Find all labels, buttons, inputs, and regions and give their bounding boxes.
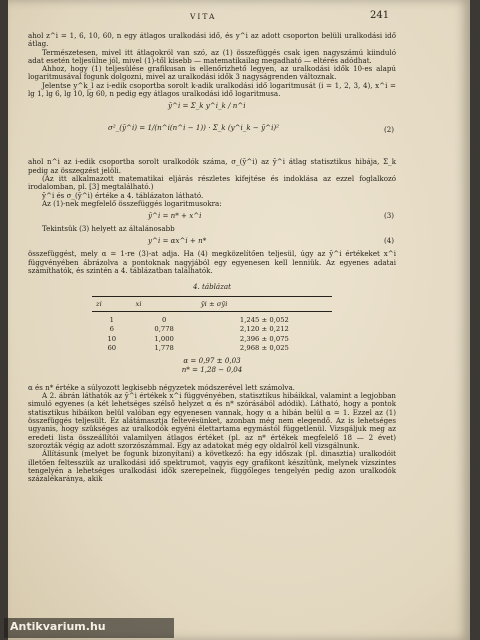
table-row: [92, 334, 332, 343]
equation-4: [28, 235, 396, 248]
equation-4-formula: y^i = αx^i + n*: [148, 236, 207, 246]
equation-4-number: (4): [383, 236, 394, 246]
column-header: zi: [92, 296, 132, 311]
page-header: [8, 10, 470, 26]
paragraph: (Az itt alkalmazott matematikai eljárás részletes kifejtése és indoklása az ezzel foglalkozó irodalomban, pl. [3] megtalálható.): [28, 173, 396, 192]
table-cell: 2,120 ± 0,212: [239, 325, 289, 334]
table-cell: 1,245 ± 0,052: [239, 315, 289, 324]
table-cell: 6: [109, 325, 114, 334]
table-cell: 60: [107, 344, 117, 353]
body-text: [28, 32, 396, 483]
paragraph: A 2. ábrán láthatók az ȳ^i értékek x^i függvényében, statisztikus hibáikkal, valamint a legjobban simuló egyenes (a két lehetséges szélső helyzet α és n* szórásából adódik). Látható, hogy a pontok statisztikus hibáikon belül valóban egy egyenesen vannak, hogy α a hibán belül α = 1. Ezzel az (1) összefüggés teljesült. Ez alátámasztja feltevésünket, azonban még nem elegendő. Az is lehetséges ugyanis, hogy szükséges az uralkodók egyéni élettartama egymástól függetlenül. Vizsgáljuk meg az eredeti lista összeállítói valamilyen átlagos értéket (pl. az n* értékek megfelelő 18 — 2 évet) szorozták végig az adott szorzószámmal. Egy az adatokat még egy oldalról kell vizsgálnunk.: [28, 391, 396, 450]
equation-3: [28, 210, 396, 223]
paragraph: összefüggést, mely α = 1-re (3)-at adja. Ha (4) megközelítően teljesül, úgy az ȳ^i értékeket x^i függvényében ábrázolva a pontoknak nagyjából egy egyenesen kell lenniük. Az egyenes adatai számíthatók, és szintén a 4. táblázatban találhatók.: [28, 249, 396, 276]
paragraph: ahol z^i = 1, 6, 10, 60, n egy átlagos uralkodási idő, és y^i az adott csoporton belüli uralkodási idő átlag.: [28, 31, 396, 49]
table-cell: 0,778: [154, 325, 174, 334]
table-row: [92, 325, 332, 334]
result-n-star: n* = 1,28 − 0,04: [181, 364, 243, 374]
table-cell: 2,968 ± 0,025: [239, 344, 289, 353]
paragraph: Természetesen, mivel itt átlagokról van szó, az (1) összefüggés csak igen nagyszámú kiinduló adat esetén teljesülne jól, mivel (1)-től kisebb — matematikailag megadható — eltérés adódhat.: [28, 47, 396, 65]
paragraph: Állításunk (melyet be fogunk bizonyítani) a következő: ha egy időszak (pl. dinasztia) uralkodóit illetően feltesszük az uralkodási idő spektrumot, vagyis egy grafikont készítünk, melynek vízszintes tengelyén a lehetséges uralkodási idők szerepelnek, függőleges tengelyén pedig azon uralkodók százalékaránya, akik: [28, 449, 396, 484]
paragraph: ahol n^i az i-edik csoportba sorolt uralkodók száma, σ_(ȳ^i) az ȳ^i átlag statisztikus hibája, Σ_k pedig az összegzést jelöli.: [28, 157, 396, 175]
table-cell: 2,396 ± 0,075: [239, 334, 289, 343]
table-cell: 1,000: [154, 334, 174, 343]
table-header-row: [92, 296, 332, 311]
paragraph: α és n* értéke a súlyozott legkisebb négyzetek módszerével lett számolva.: [28, 382, 295, 392]
watermark: Antikvarium.hu: [4, 618, 174, 638]
paragraph: Jelentse y^k_l az i-edik csoportba sorolt k-adik uralkodási idő logaritmusát (i = 1, 2, 3, 4), x^i = lg 1, lg 6, lg 10, lg 60, n pedig egy átlagos uralkodási idő logaritmusa.: [28, 80, 396, 99]
data-table: [92, 296, 332, 354]
equation-3-number: (3): [383, 211, 394, 221]
equation-2: [28, 100, 396, 156]
table-cell: 0: [161, 315, 167, 324]
result-alpha: α = 0,97 ± 0,03: [183, 356, 241, 366]
equation-2-line1: ȳ^i = Σ_k y^i_k / n^i: [168, 101, 246, 111]
equation-2-line2: σ²_(ȳ^i) = 1/(n^i(n^i − 1)) · Σ_k (y^i_k − ȳ^i)²: [108, 123, 279, 133]
paragraph: Az (1)-nek megfelelő összefüggés logaritmusokra:: [42, 198, 222, 208]
page-number: 241: [370, 10, 390, 21]
table-cell: 1: [109, 315, 114, 324]
table-cell: 1,778: [154, 344, 174, 353]
equation-2-number: (2): [383, 125, 394, 135]
table-title: 4. táblázat: [193, 282, 231, 292]
column-header: xi: [132, 296, 197, 311]
table-row: [92, 344, 332, 353]
equation-3-formula: ȳ^i = n* + x^i: [148, 211, 202, 221]
running-title: VITA: [190, 12, 217, 21]
paragraph: Ahhoz, hogy (1) teljesülése grafikusan is ellenőrizhető legyen, az uralkodási idők 10-es alapú logaritmusával fogunk dolgozni, mivel az uralkodási idők 3 nagyságrenden változnak.: [28, 64, 396, 82]
table-row: [92, 311, 332, 324]
paragraph: Tekintsük (3) helyett az általánosabb: [42, 224, 175, 234]
table-results: [28, 357, 396, 374]
paragraph: ȳ^i és σ_(ȳ^i) értéke a 4. táblázaton látható.: [42, 190, 204, 200]
table-cell: 10: [107, 334, 117, 343]
column-header: ȳi ± σȳi: [197, 296, 332, 311]
book-page: [8, 0, 470, 640]
